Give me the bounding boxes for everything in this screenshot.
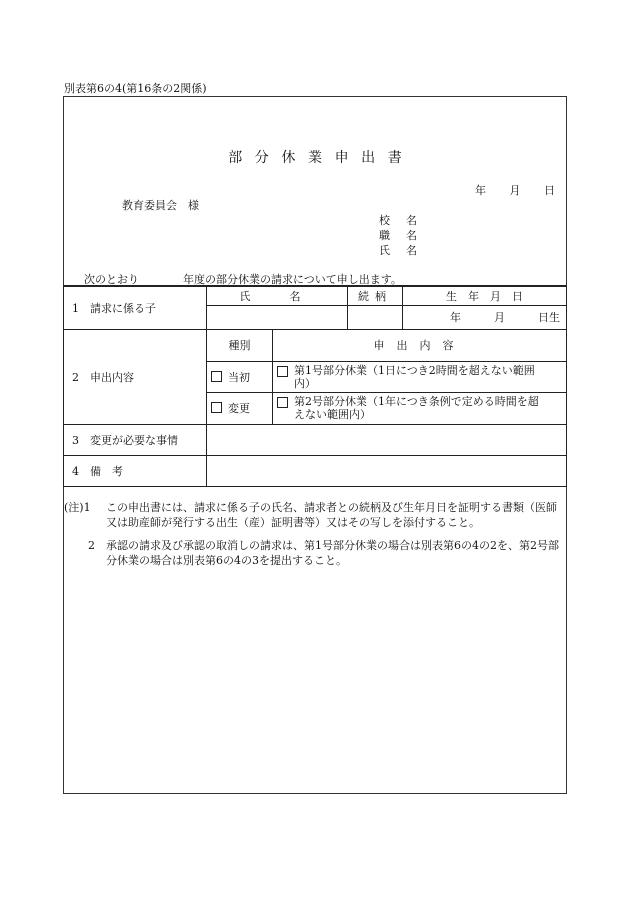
date-day[interactable]: 日 bbox=[544, 184, 555, 197]
note-prefix: (注)1 bbox=[64, 501, 91, 514]
date-year[interactable]: 年 bbox=[475, 184, 486, 197]
intro-post: 年度の部分休業の請求について申し出ます。 bbox=[183, 273, 402, 286]
option2-cell[interactable] bbox=[273, 392, 567, 424]
child-name-cell[interactable] bbox=[207, 305, 348, 329]
date-line bbox=[475, 182, 555, 198]
change-label: 変更 bbox=[228, 402, 250, 415]
change-checkbox[interactable] bbox=[211, 402, 222, 413]
document-title: 部分休業申出書 bbox=[228, 150, 415, 166]
intro-pre: 次のとおり bbox=[84, 273, 139, 286]
note-2 bbox=[88, 538, 564, 568]
request-form-table bbox=[63, 285, 567, 487]
birthdate-header: 生 年 月 日 bbox=[403, 286, 567, 305]
note-2-number: 2 bbox=[88, 539, 95, 552]
option1-label: 第1号部分休業（1日につき2時間を超えない範囲内） bbox=[294, 363, 535, 390]
option2-checkbox[interactable] bbox=[277, 397, 288, 408]
type-header: 種別 bbox=[207, 329, 273, 361]
option1-checkbox[interactable] bbox=[277, 366, 288, 377]
child-name-header: 氏 名 bbox=[207, 286, 348, 305]
change-reason-label: 3 変更が必要な事情 bbox=[64, 424, 207, 455]
child-row-label: 1 請求に係る子 bbox=[64, 286, 207, 329]
type-initial-option[interactable] bbox=[207, 361, 273, 392]
note-1 bbox=[64, 500, 564, 530]
relation-header: 続柄 bbox=[348, 286, 403, 305]
option2-label: 第2号部分休業（1年につき条例で定める時間を超えない範囲内） bbox=[294, 395, 539, 421]
date-month[interactable]: 月 bbox=[509, 184, 521, 197]
request-content-label: 2 申出内容 bbox=[64, 329, 207, 424]
position-label[interactable]: 職名 bbox=[379, 229, 433, 242]
note-1-text: この申出書には、請求に係る子の氏名、請求者との続柄及び生年月日を証明する書類（医師又は助産師が発行する出生（産）証明書等）又はその写しを添付すること。 bbox=[106, 501, 557, 529]
applicant-name-label[interactable]: 氏名 bbox=[379, 244, 433, 257]
relation-cell[interactable] bbox=[348, 305, 403, 329]
remarks-label: 4 備 考 bbox=[64, 455, 207, 486]
school-name-label[interactable]: 校名 bbox=[379, 214, 433, 227]
content-header: 申出内容 bbox=[273, 329, 567, 361]
remarks-cell[interactable] bbox=[207, 455, 567, 486]
type-change-option[interactable] bbox=[207, 392, 273, 424]
initial-checkbox[interactable] bbox=[211, 371, 222, 382]
change-reason-cell[interactable] bbox=[207, 424, 567, 455]
note-2-text: 承認の請求及び承認の取消しの請求は、第1号部分休業の場合は別表第6の4の2を、第2号部分休業の場合は別表第6の4の3を提出すること。 bbox=[106, 539, 559, 567]
addressee: 教育委員会 様 bbox=[122, 199, 199, 212]
form-reference: 別表第6の4(第16条の2関係) bbox=[64, 82, 207, 95]
notes-section bbox=[64, 500, 564, 568]
birthdate-cell[interactable]: 年 月 日生 bbox=[403, 305, 567, 329]
initial-label: 当初 bbox=[228, 370, 250, 384]
option1-cell[interactable] bbox=[273, 361, 567, 392]
